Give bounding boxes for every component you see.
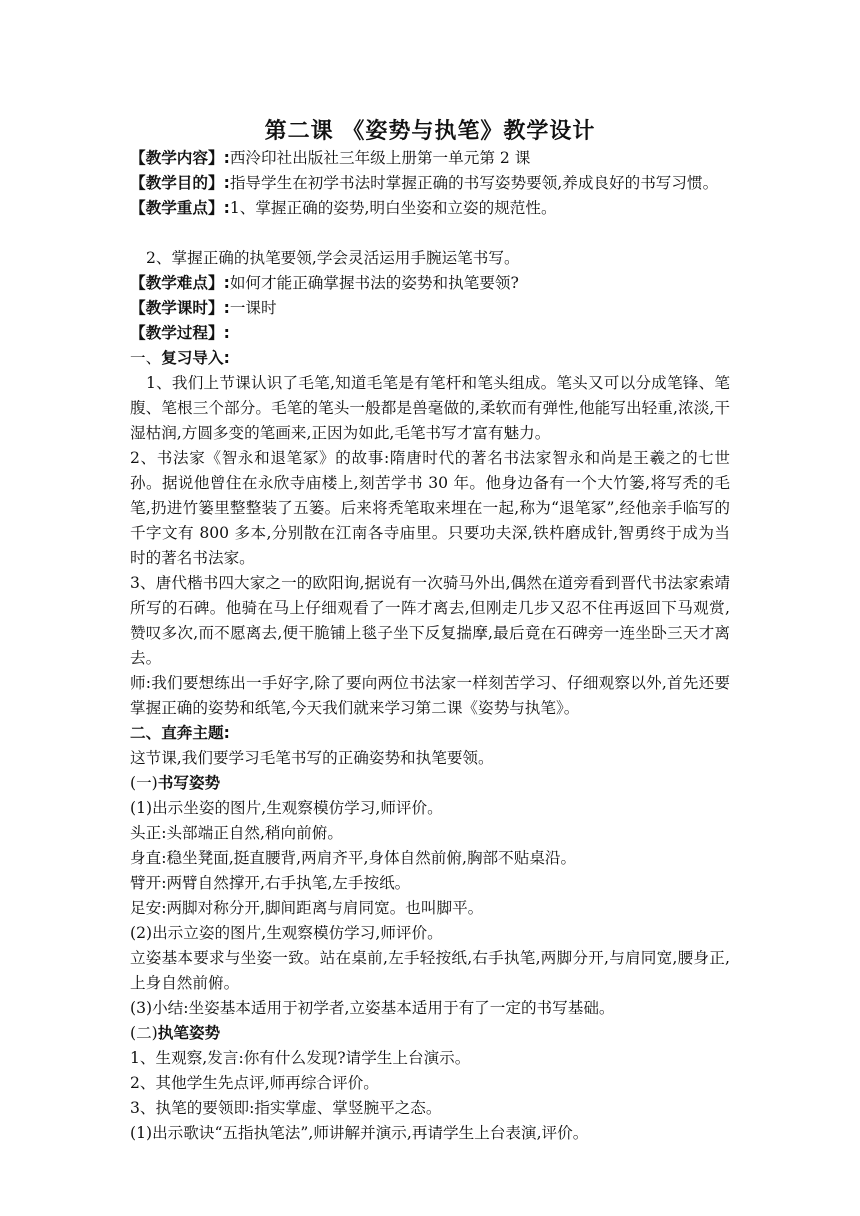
teaching-content-label: 【教学内容】: — [130, 149, 230, 167]
review-paragraph-1: 1、我们上节课认识了毛笔,知道毛笔是有笔杆和笔头组成。笔头又可以分成笔锋、笔腹、笔根三个部分。毛笔的笔头一般都是兽毫做的,柔软而有弹性,他能写出轻重,浓淡,干湿枯润,方圆多变的笔画来,正因为如此,毛笔书写才富有魅力。 — [130, 374, 730, 442]
posture-line-6: (2)出示立姿的图片,生观察模仿学习,师评价。 — [130, 924, 443, 942]
section-1-heading-text: 复习导入: — [161, 349, 230, 367]
grip-line-3: 3、执笔的要领即:指实掌虚、掌竖腕平之态。 — [130, 1099, 442, 1117]
teaching-focus-text-2: 2、掌握正确的执笔要领,学会灵活运用手腕运笔书写。 — [146, 249, 520, 267]
posture-line-3: 身直:稳坐凳面,挺直腰背,两肩齐平,身体自然前俯,胸部不贴桌沿。 — [130, 849, 577, 867]
review-paragraph-2: 2、书法家《智永和退笔冢》的故事:隋唐时代的著名书法家智永和尚是王羲之的七世孙。据说他曾住在永欣寺庙楼上,刻苦学书 30 年。他身边备有一个大竹篓,将写秃的毛笔,扔进竹篓里整整装了五篓。后来将秃笔取来埋在一起,称为“退笔冢”,经他亲手临写的千字文有 800 多本,分别散在江南各寺庙里。只要功夫深,铁杵磨成针,智勇终于成为当时的著名书法家。 — [130, 449, 730, 567]
review-paragraph-3: 3、唐代楷书四大家之一的欧阳询,据说有一次骑马外出,偶然在道旁看到晋代书法家索靖所写的石碑。他骑在马上仔细观看了一阵才离去,但刚走几步又忍不住再返回下马观赏,赞叹多次,而不愿离去,便干脆铺上毯子坐下反复揣摩,最后竟在石碑旁一连坐卧三天才离去。 — [130, 574, 730, 667]
teaching-difficulty-text: 如何才能正确掌握书法的姿势和执笔要领? — [229, 274, 519, 292]
teaching-content-text: 西泠印社出版社三年级上册第一单元第 2 课 — [229, 149, 531, 167]
subsection-2-text: 执笔姿势 — [157, 1024, 221, 1042]
section-2-intro: 这节课,我们要学习毛笔书写的正确姿势和执笔要领。 — [130, 749, 494, 767]
teaching-hours-text: 一课时 — [229, 299, 277, 317]
subsection-1-text: 书写姿势 — [157, 774, 221, 792]
teaching-goal-text: 指导学生在初学书法时掌握正确的书写姿势要领,养成良好的书写习惯。 — [229, 174, 719, 192]
posture-line-8: (3)小结:坐姿基本适用于初学者,立姿基本适用于有了一定的书写基础。 — [130, 999, 615, 1017]
blank-line — [130, 221, 730, 246]
section-2-heading: 二、直奔主题: — [130, 724, 230, 742]
posture-line-4: 臂开:两臂自然撑开,右手执笔,左手按纸。 — [130, 874, 411, 892]
subsection-1-heading — [130, 771, 730, 796]
teaching-goal-line — [130, 171, 730, 196]
grip-line-4: (1)出示歌诀“五指执笔法”,师讲解并演示,再请学生上台表演,评价。 — [130, 1124, 589, 1142]
teacher-paragraph: 师:我们要想练出一手好字,除了要向两位书法家一样刻苦学习、仔细观察以外,首先还要掌握正确的姿势和纸笔,今天我们就来学习第二课《姿势与执笔》。 — [130, 674, 730, 717]
grip-line-2: 2、其他学生先点评,师再综合评价。 — [130, 1074, 379, 1092]
teaching-content-line — [130, 146, 730, 171]
posture-line-5: 足安:两脚对称分开,脚间距离与肩同宽。也叫脚平。 — [130, 899, 484, 917]
section-1-heading — [130, 346, 730, 371]
subsection-1-prefix: (一) — [130, 774, 158, 792]
section-1-heading-prefix: 一、 — [130, 349, 162, 367]
subsection-2-heading — [130, 1021, 730, 1046]
teaching-difficulty-label: 【教学难点】: — [130, 274, 230, 292]
grip-line-1: 1、生观察,发言:你有什么发现?请学生上台演示。 — [130, 1049, 471, 1067]
posture-line-7: 立姿基本要求与坐姿一致。站在桌前,左手轻按纸,右手执笔,两脚分开,与肩同宽,腰身正,上身自然前俯。 — [130, 949, 730, 992]
teaching-focus-line — [130, 196, 730, 221]
teaching-difficulty-line — [130, 271, 730, 296]
page-title: 第二课 《姿势与执笔》教学设计 — [264, 119, 596, 144]
posture-line-1: (1)出示坐姿的图片,生观察模仿学习,师评价。 — [130, 799, 443, 817]
teaching-process-label: 【教学过程】: — [130, 324, 230, 342]
teaching-hours-label: 【教学课时】: — [130, 299, 230, 317]
teaching-hours-line — [130, 296, 730, 321]
subsection-2-prefix: (二) — [130, 1024, 158, 1042]
teaching-goal-label: 【教学目的】: — [130, 174, 230, 192]
teaching-focus-label: 【教学重点】: — [130, 199, 230, 217]
teaching-focus-text-1: 1、掌握正确的姿势,明白坐姿和立姿的规范性。 — [229, 199, 557, 217]
document-body — [130, 146, 730, 1146]
posture-line-2: 头正:头部端正自然,稍向前俯。 — [130, 824, 343, 842]
